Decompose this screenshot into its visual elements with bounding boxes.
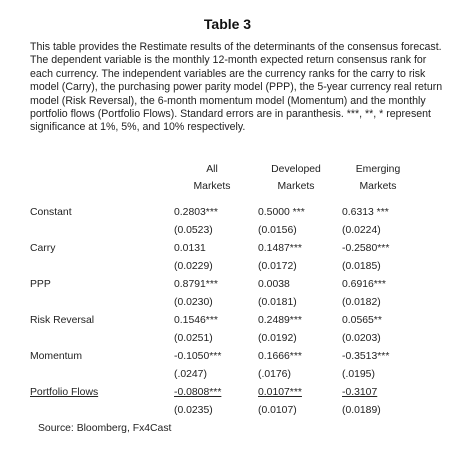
coef-cell: 0.6916***	[342, 278, 386, 290]
table-row-portfolio-flows	[30, 383, 418, 401]
se-cell: (0.0235)	[174, 404, 213, 416]
se-cell: (0.0251)	[174, 332, 213, 344]
header-all-markets: All	[206, 164, 218, 175]
header-developed-markets: Developed	[271, 164, 321, 175]
coef-cell: -0.3107	[342, 386, 378, 398]
header-row-2	[30, 178, 418, 195]
coef-cell: 0.1487***	[258, 242, 302, 254]
header-emerging-markets: Emerging	[355, 164, 401, 175]
se-cell: (.0195)	[342, 368, 375, 380]
row-label: Risk Reversal	[30, 314, 95, 326]
coef-cell: 0.2489***	[258, 314, 302, 326]
se-cell: (0.0224)	[342, 224, 381, 236]
header-emerging-markets-sub: Markets	[359, 181, 397, 192]
coef-cell: -0.0808***	[174, 386, 222, 398]
coef-cell: 0.0107***	[258, 386, 302, 398]
table-row-ppp	[30, 275, 418, 293]
coef-cell: 0.5000 ***	[258, 206, 305, 218]
row-label: Constant	[30, 206, 72, 218]
table-row-portfolio-flows-se	[30, 401, 418, 419]
table-row-momentum	[30, 347, 418, 365]
table-row-risk-reversal-se	[30, 329, 418, 347]
results-table	[30, 161, 418, 419]
se-cell: (0.0229)	[174, 260, 213, 272]
table-row-carry	[30, 239, 418, 257]
header-blank	[30, 178, 170, 195]
se-cell: (0.0156)	[258, 224, 297, 236]
row-label: PPP	[30, 278, 51, 290]
coef-cell: -0.2580***	[342, 242, 390, 254]
se-cell: (0.0192)	[258, 332, 297, 344]
table-row-constant-se	[30, 221, 418, 239]
se-cell: (0.0189)	[342, 404, 381, 416]
header-developed-markets-sub: Markets	[277, 181, 315, 192]
row-label: Momentum	[30, 350, 82, 362]
coef-cell: 0.1546***	[174, 314, 218, 326]
coef-cell: 0.6313 ***	[342, 206, 389, 218]
coef-cell: 0.0565**	[342, 314, 382, 326]
se-cell: (0.0523)	[174, 224, 213, 236]
se-cell: (.0247)	[174, 368, 207, 380]
coef-cell: 0.0131	[174, 242, 206, 254]
header-row-1	[30, 161, 418, 178]
table-row-carry-se	[30, 257, 418, 275]
se-cell: (0.0203)	[342, 332, 381, 344]
header-blank	[30, 161, 170, 178]
coef-cell: 0.8791***	[174, 278, 218, 290]
se-cell: (0.0107)	[258, 404, 297, 416]
row-label: Portfolio Flows	[30, 386, 99, 398]
table-caption: This table provides the Restimate results of the determinants of the consensus forecast. The dependent variable is the monthly 12-month expected return consensus rank for each currency. The independent variables are the currency ranks for the carry to risk model (Carry), the purchasing power parity model (PPP), the 5-year currency real return model (Risk Reversal), the 6-month momentum model (Momentum) and the monthly portfolio flows (Portfolio Flows). Standard errors are in paranthesis. ***, **, * represent significance at 1%, 5%, and 10% respectively.	[30, 41, 443, 134]
coef-cell: -0.3513***	[342, 350, 390, 362]
table-title: Table 3	[203, 16, 252, 32]
se-cell: (0.0172)	[258, 260, 297, 272]
se-cell: (0.0185)	[342, 260, 381, 272]
row-label: Carry	[30, 242, 56, 254]
coef-cell: 0.1666***	[258, 350, 302, 362]
se-cell: (0.0181)	[258, 296, 297, 308]
se-cell: (.0176)	[258, 368, 291, 380]
coef-cell: -0.1050***	[174, 350, 222, 362]
coef-cell: 0.2803***	[174, 206, 218, 218]
source-note: Source: Bloomberg, Fx4Cast	[38, 423, 172, 434]
se-cell: (0.0182)	[342, 296, 381, 308]
table-row-constant	[30, 203, 418, 221]
table-row-risk-reversal	[30, 311, 418, 329]
table-row-momentum-se	[30, 365, 418, 383]
coef-cell: 0.0038	[258, 278, 290, 290]
header-all-markets-sub: Markets	[193, 181, 231, 192]
table-row-ppp-se	[30, 293, 418, 311]
se-cell: (0.0230)	[174, 296, 213, 308]
